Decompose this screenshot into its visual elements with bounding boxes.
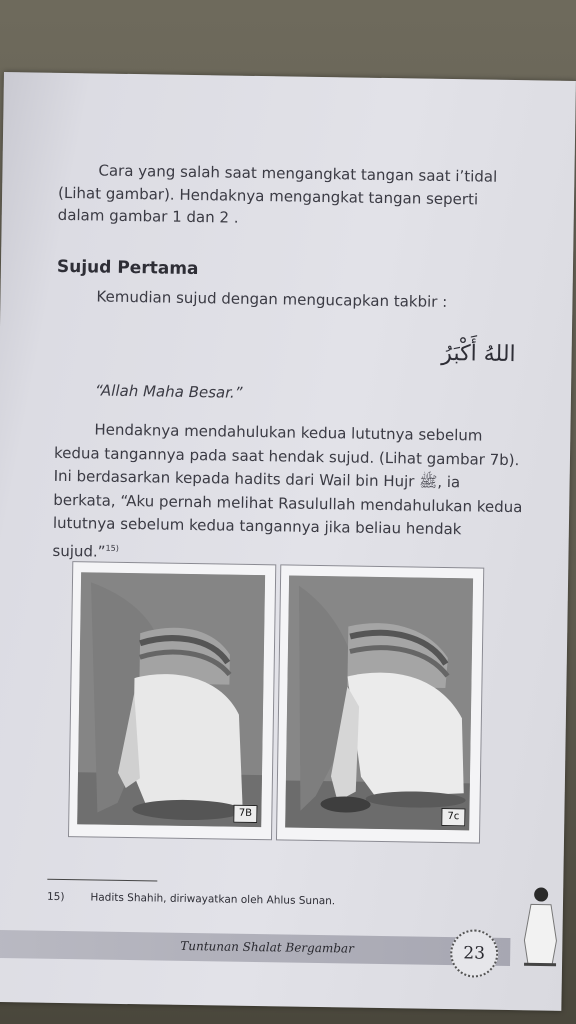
paragraph-knees-first	[52, 418, 524, 570]
figure-7c	[276, 564, 484, 843]
footnote-ref: 15)	[105, 543, 119, 553]
takbir-translation: “Allah Maha Besar.”	[94, 381, 243, 402]
paragraph-wrong-raise: Cara yang salah saat mengangkat tangan saat i’tidal (Lihat gambar). Hendaknya mengangkat tangan seperti dalam gambar 1 dan 2 .	[57, 161, 498, 227]
praying-figure-icon	[510, 880, 561, 971]
paragraph-knees-first-text: Hendaknya mendahulukan kedua lututnya sebelum kedua tangannya pada saat hendak sujud. (Lihat gambar 7b). Ini berdasarkan kepada hadits dari Wail bin Hujr ﷺ, ia berkata, “Aku pernah melihat Rasulullah mendahulukan kedua lututnya sebelum kedua tangannya jika beliau hendak sujud.”	[52, 420, 523, 561]
book-page	[0, 72, 576, 1011]
footnote-divider	[47, 879, 157, 882]
figure-tag-7b: 7B	[233, 805, 257, 823]
figure-7b	[68, 561, 276, 840]
figure-tag-7c: 7c	[441, 808, 465, 826]
photo-kneeling-7c	[285, 576, 473, 831]
arabic-takbir: اللهُ أَكْبَرُ	[441, 340, 516, 368]
photo-kneeling-7b	[77, 572, 265, 827]
paragraph-takbir-intro: Kemudian sujud dengan mengucapkan takbir :	[96, 287, 448, 311]
footnote-number: 15)	[46, 890, 65, 904]
figure-row	[68, 561, 522, 844]
footnote	[47, 891, 335, 908]
footnote-text: Hadits Shahih, diriwayatkan oleh Ahlus Sunan.	[90, 891, 336, 908]
page-number: 23	[450, 929, 499, 978]
section-heading: Sujud Pertama	[56, 256, 199, 280]
footer-book-title: Tuntunan Shalat Bergambar	[180, 938, 355, 956]
